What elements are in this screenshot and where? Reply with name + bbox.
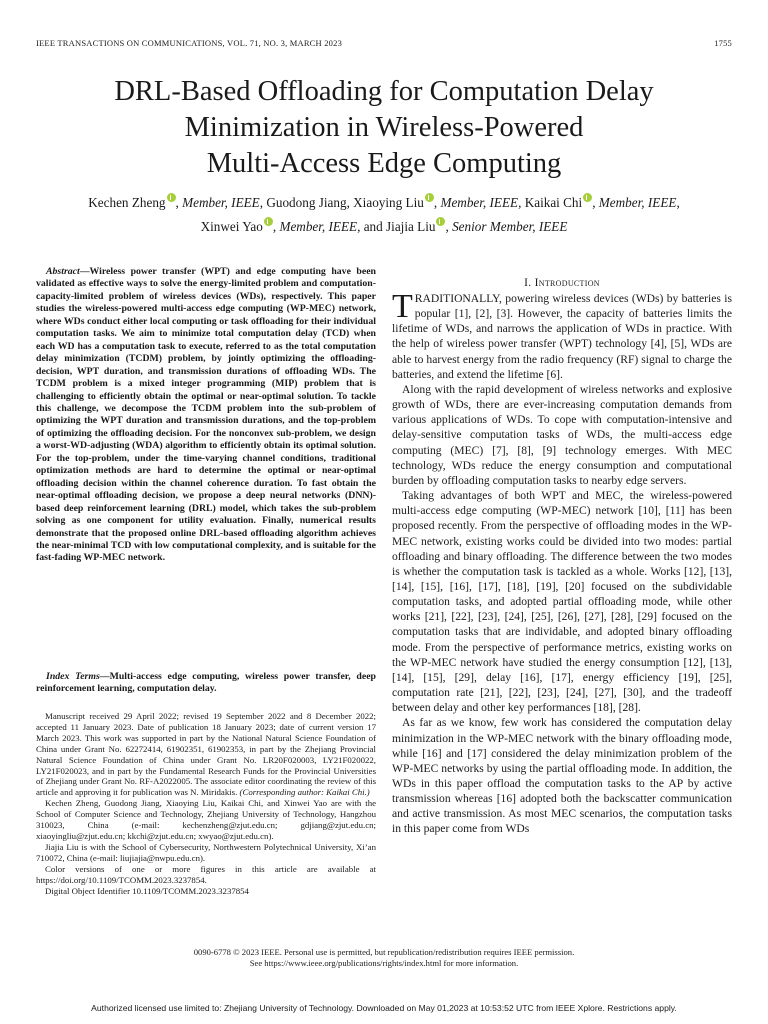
- section-title: Introduction: [534, 277, 600, 289]
- section-numeral: I.: [524, 277, 532, 289]
- author-role: Member, IEEE: [598, 195, 677, 210]
- index-terms-text: Multi-access edge computing, wireless power transfer, deep reinforcement learning, computation delay.: [36, 671, 376, 695]
- author-list: Kechen Zheng , Member, IEEE, Guodong Jiang, Xiaoying Liu , Member, IEEE, Kaikai Chi , Member, IEEE, Xinwei Yao , Member, IEEE, and Jiajia Liu , Senior Member, IEEE: [88, 195, 680, 234]
- drop-cap: T: [392, 288, 413, 325]
- orcid-icon[interactable]: [425, 193, 434, 202]
- copyright-line: 0090-6778 © 2023 IEEE. Personal use is permitted, but republication/redistribution requires IEEE permission.: [193, 947, 575, 957]
- footnote-affiliation: Kechen Zheng, Guodong Jiang, Xiaoying Liu, Kaikai Chi, and Xinwei Yao are with the School of Computer Science and Technology, Zhejiang University of Technology, Hangzhou 310023, China (e-mail: kechenzheng@zjut.edu.cn; gdjiang@zjut.edu.cn; xiaoyingliu@zjut.edu.cn; kkchi@zjut.edu.cn; xwyao@zjut.edu.cn).: [36, 798, 376, 841]
- section-heading: [392, 277, 732, 289]
- abstract-label: Abstract: [46, 266, 80, 277]
- paragraph: Along with the rapid development of wireless networks and explosive growth of WDs, there are ever-increasing computation demands from various applications of WDs. To cope with computation-intensive and delay-sensitive computation tasks of WDs, the multi-access edge computing (MEC) [7], [8], [9] technology emerges. With MEC technology, WDs reduce the energy consumption and computational burden by offloading computation tasks to nearby edge servers.: [392, 382, 732, 487]
- footnote-affiliation: Jiajia Liu is with the School of Cybersecurity, Northwestern Polytechnical University, Xi’an 710072, China (e-mail: liujiajia@nwpu.edu.cn).: [36, 841, 376, 863]
- paragraph: As far as we know, few work has considered the computation delay minimization in the WP-MEC network with the binary offloading mode, while [16] and [17] considered the delay minimization problem of the WP-MEC networks by using the partial offloading mode. In addition, the WDs in this paper offload the computation tasks to the AP by active transmission whereas [16] adopted both the backscatter communication and active transmission. As most MEC scenarios, the computation tasks in this paper come from WDs: [392, 716, 732, 836]
- index-terms: Index Terms—Multi-access edge computing, wireless power transfer, deep reinforcement learning, computation delay.: [36, 671, 376, 695]
- paragraph: Taking advantages of both WPT and MEC, the wireless-powered multi-access edge computing (WP-MEC) network [10], [11] has been proposed recently. From the perspective of offloading modes in the WP-MEC network, existing works could be divided into two modes: partial offloading and binary offloading. The difference between the two modes is whether the computation task is tackled as a whole. Works [12], [13], [14], [15], [16], [17], [18], [19], [20] focused on the subdividable computation tasks, and adopted partial offloading mode, while other works [21], [22], [23], [24], [25], [26], [27], [28], [29] focused on the computation tasks that are individable, and adopted binary offloading mode. From the perspective of performance metrics, existing works on the WP-MEC network have studied the energy consumption [12], [13], [14], [15], [29], delay [16], [17], energy efficiency [19], [25], computation rate [21], [22], [23], [24], [27], [30], and the tradeoff between delay and other key performances [18], [28].: [392, 489, 732, 715]
- author-name: and Jiajia Liu: [363, 219, 436, 234]
- orcid-icon[interactable]: [167, 193, 176, 202]
- author-name: Xinwei Yao: [200, 219, 263, 234]
- footnotes: [36, 711, 376, 896]
- paragraph-text: RADITIONALLY, powering wireless devices (WDs) by batteries is popular [1], [2], [3]. However, the capacity of batteries limits the lifetime of WDs, and narrows the application of WDs in practice. With the help of wireless power transfer (WPT) technology [4], [5], WDs are able to harvest energy from the radio frequency (RF) signal to charge the batteries, and extend the lifetime [6].: [392, 292, 732, 381]
- abstract: Abstract—Wireless power transfer (WPT) and edge computing have been validated as effective ways to solve the energy-limited problem and computation-capacity-limited problem of wireless devices (WDs), respectively. This paper studies the wireless-powered multi-access edge computing (WP-MEC) network, where WDs conduct either local computing or task offloading for their individual computation tasks. We aim to minimize total computation delay (TCD) when each WD has a computation task to execute, referred to as the total computation delay minimization (TCDM) problem, by jointly optimizing the offloading-decision, WPT duration, and transmission durations of offloading WDs. The TCDM problem is a mixed integer programming (MIP) problem that is challenging to efficiently obtain the optimal or near-optimal solution. To tackle this challenge, we decompose the TCDM problem into the sub-problem of optimizing the WPT duration and transmission durations, and the top-problem of optimizing the offloading decision. For the nonconvex sub-problem, we design a worst-WD-adjusting (WDA) algorithm to efficiently obtain its optimal solution. For the top-problem, under the time-varying channel conditions, traditional optimization methods are hard to determine the optimal or near-optimal offloading decision within the channel coherence duration. To fast obtain the near-optimal offloading decision, we propose a deep neural networks (DNN)-based deep reinforcement learning (DRL) model, which takes the sub-problem solving as one component for utility evaluation. Finally, numerical results demonstrate that the proposed online DRL-based offloading algorithm achieves the near-minimal TCD with low computational complexity, and is suitable for the fast-fading WP-MEC network.: [36, 266, 376, 564]
- corresponding-author: (Corresponding author: Kaikai Chi.): [239, 787, 370, 798]
- footnote-color-versions: Color versions of one or more figures in this article are available at https://doi.org/10.1109/TCOMM.2023.3237854.: [36, 863, 376, 885]
- page-number: 1755: [714, 38, 732, 48]
- footnote-doi: Digital Object Identifier 10.1109/TCOMM.2023.3237854: [45, 885, 249, 896]
- orcid-icon[interactable]: [583, 193, 592, 202]
- author-role: Senior Member, IEEE: [452, 219, 568, 234]
- index-terms-label: Index Terms: [46, 671, 100, 682]
- abstract-text: Wireless power transfer (WPT) and edge computing have been validated as effective ways to solve the energy-limited problem and computation-capacity-limited problem of wireless devices (WDs), respectively. This paper studies the wireless-powered multi-access edge computing (WP-MEC) network, where WDs conduct either local computing or task offloading for their individual computation tasks. We aim to minimize total computation delay (TCD) when each WD has a computation task to execute, referred to as the total computation delay minimization (TCDM) problem, by jointly optimizing the offloading-decision, WPT duration, and transmission durations of offloading WDs. The TCDM problem is a mixed integer programming (MIP) problem that is challenging to efficiently obtain the optimal or near-optimal solution. To tackle this challenge, we decompose the TCDM problem into the sub-problem of optimizing the WPT duration and transmission durations, and the top-problem of optimizing the offloading decision. For the nonconvex sub-problem, we design a worst-WD-adjusting (WDA) algorithm to efficiently obtain its optimal solution. For the top-problem, under the time-varying channel conditions, traditional optimization methods are hard to determine the optimal or near-optimal offloading decision within the channel coherence duration. To fast obtain the near-optimal offloading decision, we propose a deep neural networks (DNN)-based deep reinforcement learning (DRL) model, which takes the sub-problem solving as one component for utility evaluation. Finally, numerical results demonstrate that the proposed online DRL-based offloading algorithm achieves the near-minimal TCD with low computational complexity, and is suitable for the fast-fading WP-MEC network.: [36, 266, 376, 564]
- author-role: Member, IEEE: [279, 219, 358, 234]
- author-name: Kaikai Chi: [524, 195, 583, 210]
- orcid-icon[interactable]: [436, 217, 445, 226]
- author-role: Member, IEEE: [182, 195, 260, 210]
- title-line-3: Multi-Access Edge Computing: [206, 148, 562, 179]
- author-role: Member, IEEE: [440, 195, 519, 210]
- orcid-icon[interactable]: [264, 217, 273, 226]
- introduction-body: [392, 288, 732, 837]
- title-line-2: Minimization in Wireless-Powered: [184, 112, 584, 143]
- license-banner: Authorized licensed use limited to: Zhejiang University of Technology. Downloaded on May 01,2023 at 10:53:52 UTC from IEEE Xplore. Restrictions apply.: [91, 1003, 677, 1013]
- copyright-notice: [0, 947, 768, 969]
- title-line-1: DRL-Based Offloading for Computation Delay: [114, 76, 654, 107]
- rights-link-line: See https://www.ieee.org/publications/rights/index.html for more information.: [249, 958, 519, 968]
- footnote-text: Manuscript received 29 April 2022; revised 19 September 2022 and 8 December 2022; accepted 11 January 2023. Date of publication 18 January 2023; date of current version 17 March 2023. This work was supported in part by the National Natural Science Foundation of China under Grant No. 62272414, 61902351, 61902353, in part by the Zhejiang Provincial Natural Science Foundation of China under Grant No. LR20F020003, LY21F020022, LY21F020023, and in part by the Fundamental Research Funds for the Provincial Universities of Zhejiang under Grant No. RF-A2022005. The associate editor coordinating the review of this article and approving it for publication was N. Miridakis.: [36, 711, 376, 798]
- author-name: Guodong Jiang, Xiaoying Liu: [266, 195, 424, 210]
- paper-title: [0, 74, 768, 182]
- running-header-journal: IEEE TRANSACTIONS ON COMMUNICATIONS, VOL. 71, NO. 3, MARCH 2023: [36, 38, 343, 48]
- author-name: Kechen Zheng: [88, 195, 166, 210]
- footnote-manuscript: [36, 711, 376, 798]
- paragraph: [392, 288, 732, 382]
